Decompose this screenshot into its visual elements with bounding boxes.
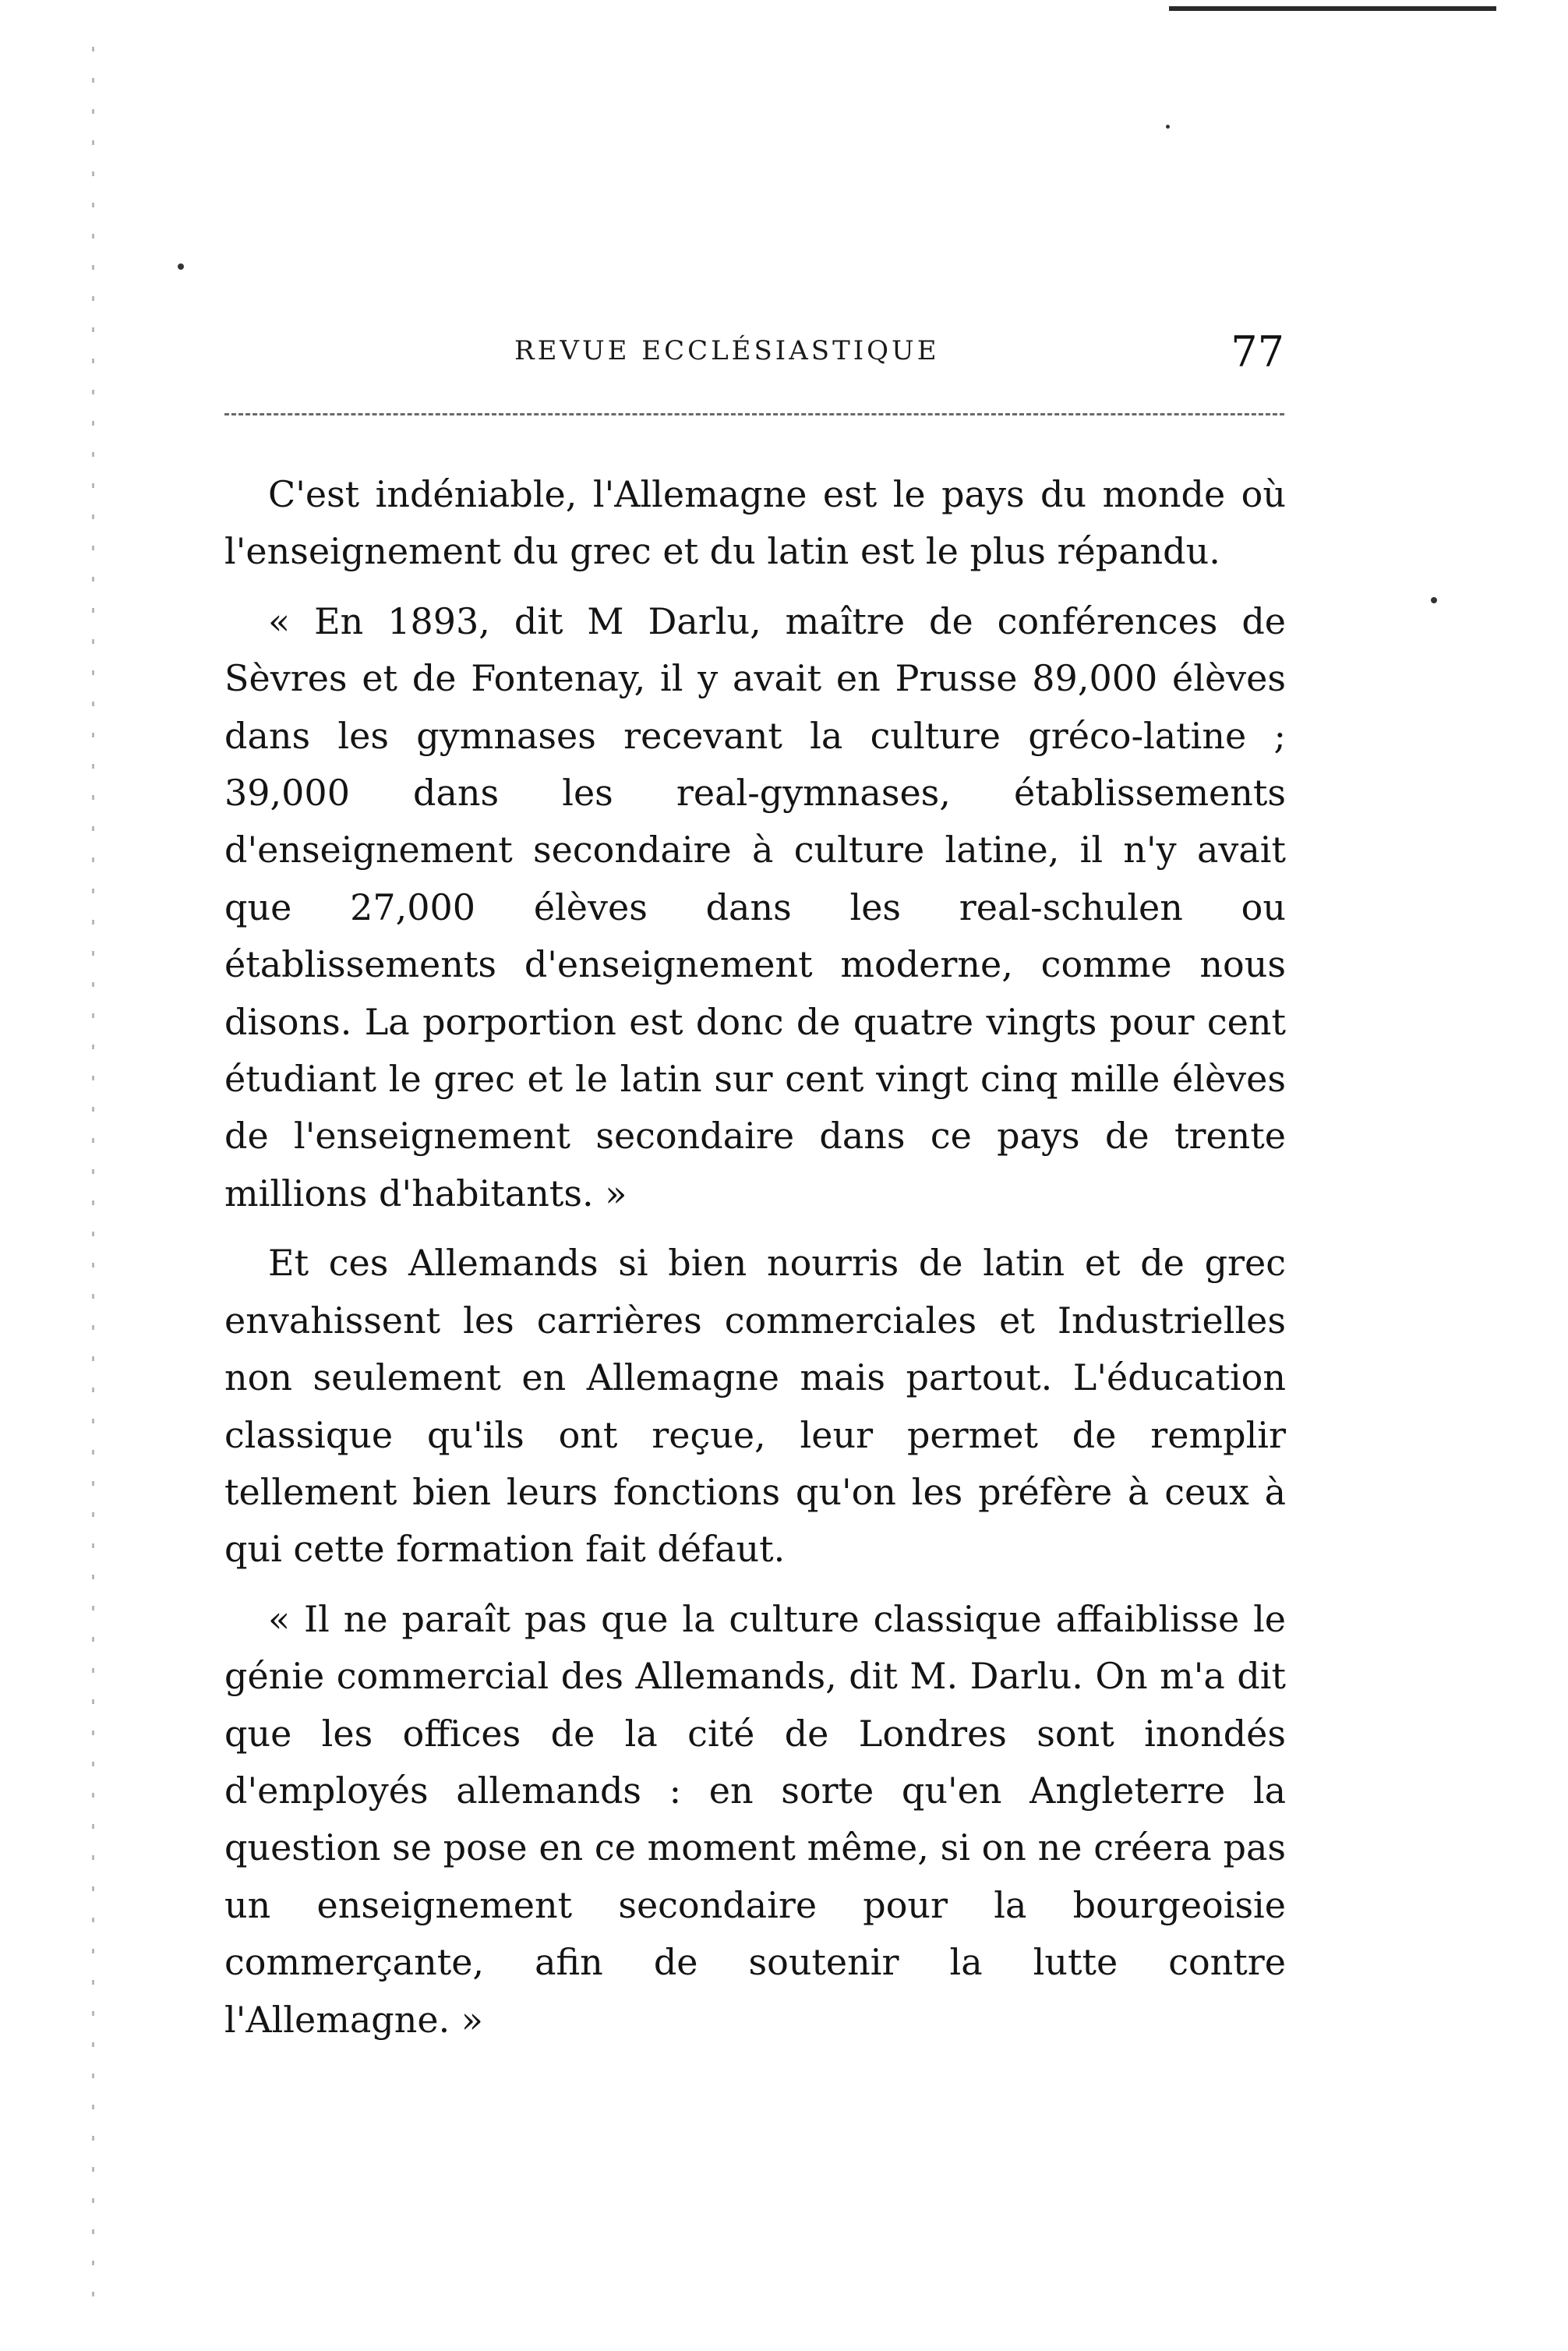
scan-speck <box>1431 597 1437 603</box>
scan-gutter-artifact <box>92 47 94 2307</box>
page-header <box>224 327 1284 382</box>
paragraph: « En 1893, dit M Darlu, maître de conférences de Sèvres et de Fontenay, il y avait en Prusse 89,000 élèves dans les gymnases recevant la culture gréco-latine ; 39,000 dans les real-gymnases, établissements d'enseignement secondaire à culture latine, il n'y avait que 27,000 élèves dans les real-schulen ou établissements d'enseignement moderne, comme nous disons. La porportion est donc de quatre vingts pour cent étudiant le grec et le latin sur cent vingt cinq mille élèves de l'enseignement secondaire dans ce pays de trente millions d'habitants. » <box>224 599 1286 1214</box>
page-number: 77 <box>1231 327 1284 377</box>
paragraph: « Il ne paraît pas que la culture classique affaiblisse le génie commercial des Allemands, dit M. Darlu. On m'a dit que les offices de la cité de Londres sont inondés d'employés allemands : en sorte qu'en Angleterre la question se pose en ce moment même, si on ne créera pas un enseignement secondaire pour la bourgeoisie commerçante, afin de soutenir la lutte contre l'Allemagne. » <box>224 1597 1286 2041</box>
scan-speck <box>178 263 184 270</box>
body-text <box>224 466 1286 2049</box>
running-head: REVUE ECCLÉSIASTIQUE <box>514 335 940 366</box>
header-rule <box>224 413 1284 415</box>
paragraph: C'est indéniable, l'Allemagne est le pays du monde où l'enseignement du grec et du latin est le plus répandu. <box>224 473 1286 573</box>
paragraph: Et ces Allemands si bien nourris de latin et de grec envahissent les carrières commerciales et Industrielles non seulement en Allemagne mais partout. L'éducation classique qu'ils ont reçue, leur permet de remplir tellement bien leurs fonctions qu'on les préfère à ceux à qui cette formation fait défaut. <box>224 1242 1286 1571</box>
scan-speck <box>1166 125 1170 129</box>
scan-top-rule <box>1169 6 1496 11</box>
